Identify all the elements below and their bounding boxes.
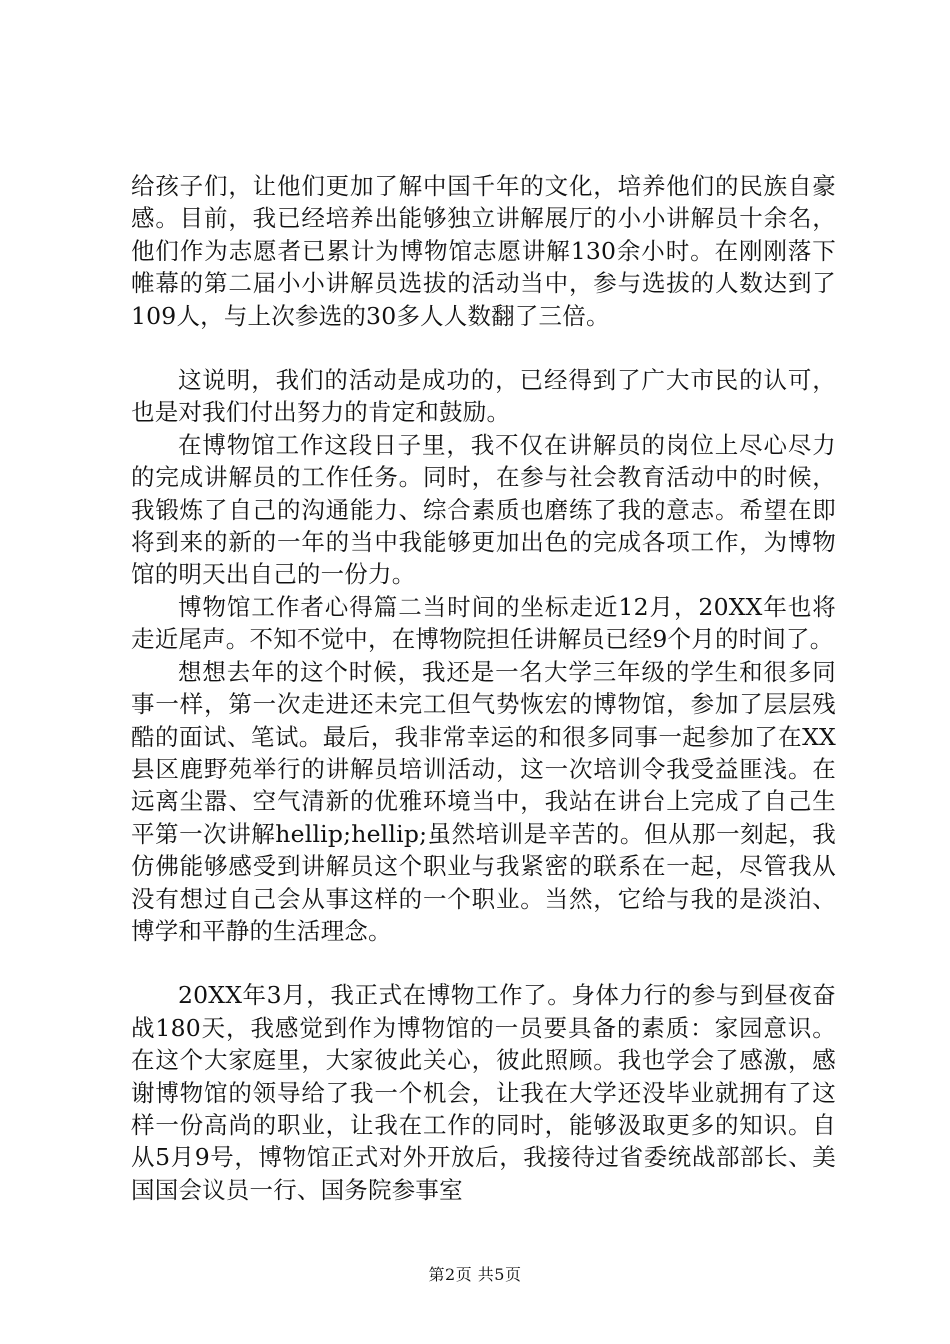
paragraph-5: 想想去年的这个时候，我还是一名大学三年级的学生和很多同事一样，第一次走进还未完工但气势恢宏的博物馆，参加了层层残酷的面试、笔试。最后，我非常幸运的和很多同事一起参加了在XX县区鹿野苑举行的讲解员培训活动，这一次培训令我受益匪浅。在远离尘嚣、空气清新的优雅环境当中，我站在讲台上完成了自己生平第一次讲解hellip;hellip;虽然培训是辛苦的。但从那一刻起，我仿佛能够感受到讲解员这个职业与我紧密的联系在一起，尽管我从没有想过自己会从事这样的一个职业。当然，它给与我的是淡泊、博学和平静的生活理念。 [131, 657, 836, 945]
paragraph-gap [131, 332, 836, 364]
paragraph-gap [131, 947, 836, 979]
paragraph-4: 博物馆工作者心得篇二当时间的坐标走近12月，20XX年也将走近尾声。不知不觉中，在博物院担任讲解员已经9个月的时间了。 [131, 592, 836, 654]
paragraph-2: 这说明，我们的活动是成功的，已经得到了广大市民的认可，也是对我们付出努力的肯定和鼓励。 [131, 366, 836, 427]
paragraph-6: 20XX年3月，我正式在博物工作了。身体力行的参与到昼夜奋战180天，我感觉到作为博物馆的一员要具备的素质：家园意识。在这个大家庭里，大家彼此关心，彼此照顾。我也学会了感激，感谢博物馆的领导给了我一个机会，让我在大学还没毕业就拥有了这样一份高尚的职业，让我在工作的同时，能够汲取更多的知识。自从5月9号，博物馆正式对外开放后，我接待过省委统战部部长、美国国会议员一行、国务院参事室 [131, 981, 836, 1204]
page-number-footer: 第2页 共5页 [428, 1265, 522, 1284]
paragraph-1: 给孩子们，让他们更加了解中国千年的文化，培养他们的民族自豪感。目前，我已经培养出能够独立讲解展厅的小小讲解员十余名，他们作为志愿者已累计为博物馆志愿讲解130余小时。在刚刚落下帷幕的第二届小小讲解员选拔的活动当中，参与选拔的人数达到了109人，与上次参选的30多人人数翻了三倍。 [131, 172, 836, 330]
paragraph-3: 在博物馆工作这段日子里，我不仅在讲解员的岗位上尽心尽力的完成讲解员的工作任务。同时，在参与社会教育活动中的时候，我锻炼了自己的沟通能力、综合素质也磨练了我的意志。希望在即将到来的新的一年的当中我能够更加出色的完成各项工作，为博物馆的明天出自己的一份力。 [131, 430, 836, 589]
document-body [131, 170, 836, 1206]
